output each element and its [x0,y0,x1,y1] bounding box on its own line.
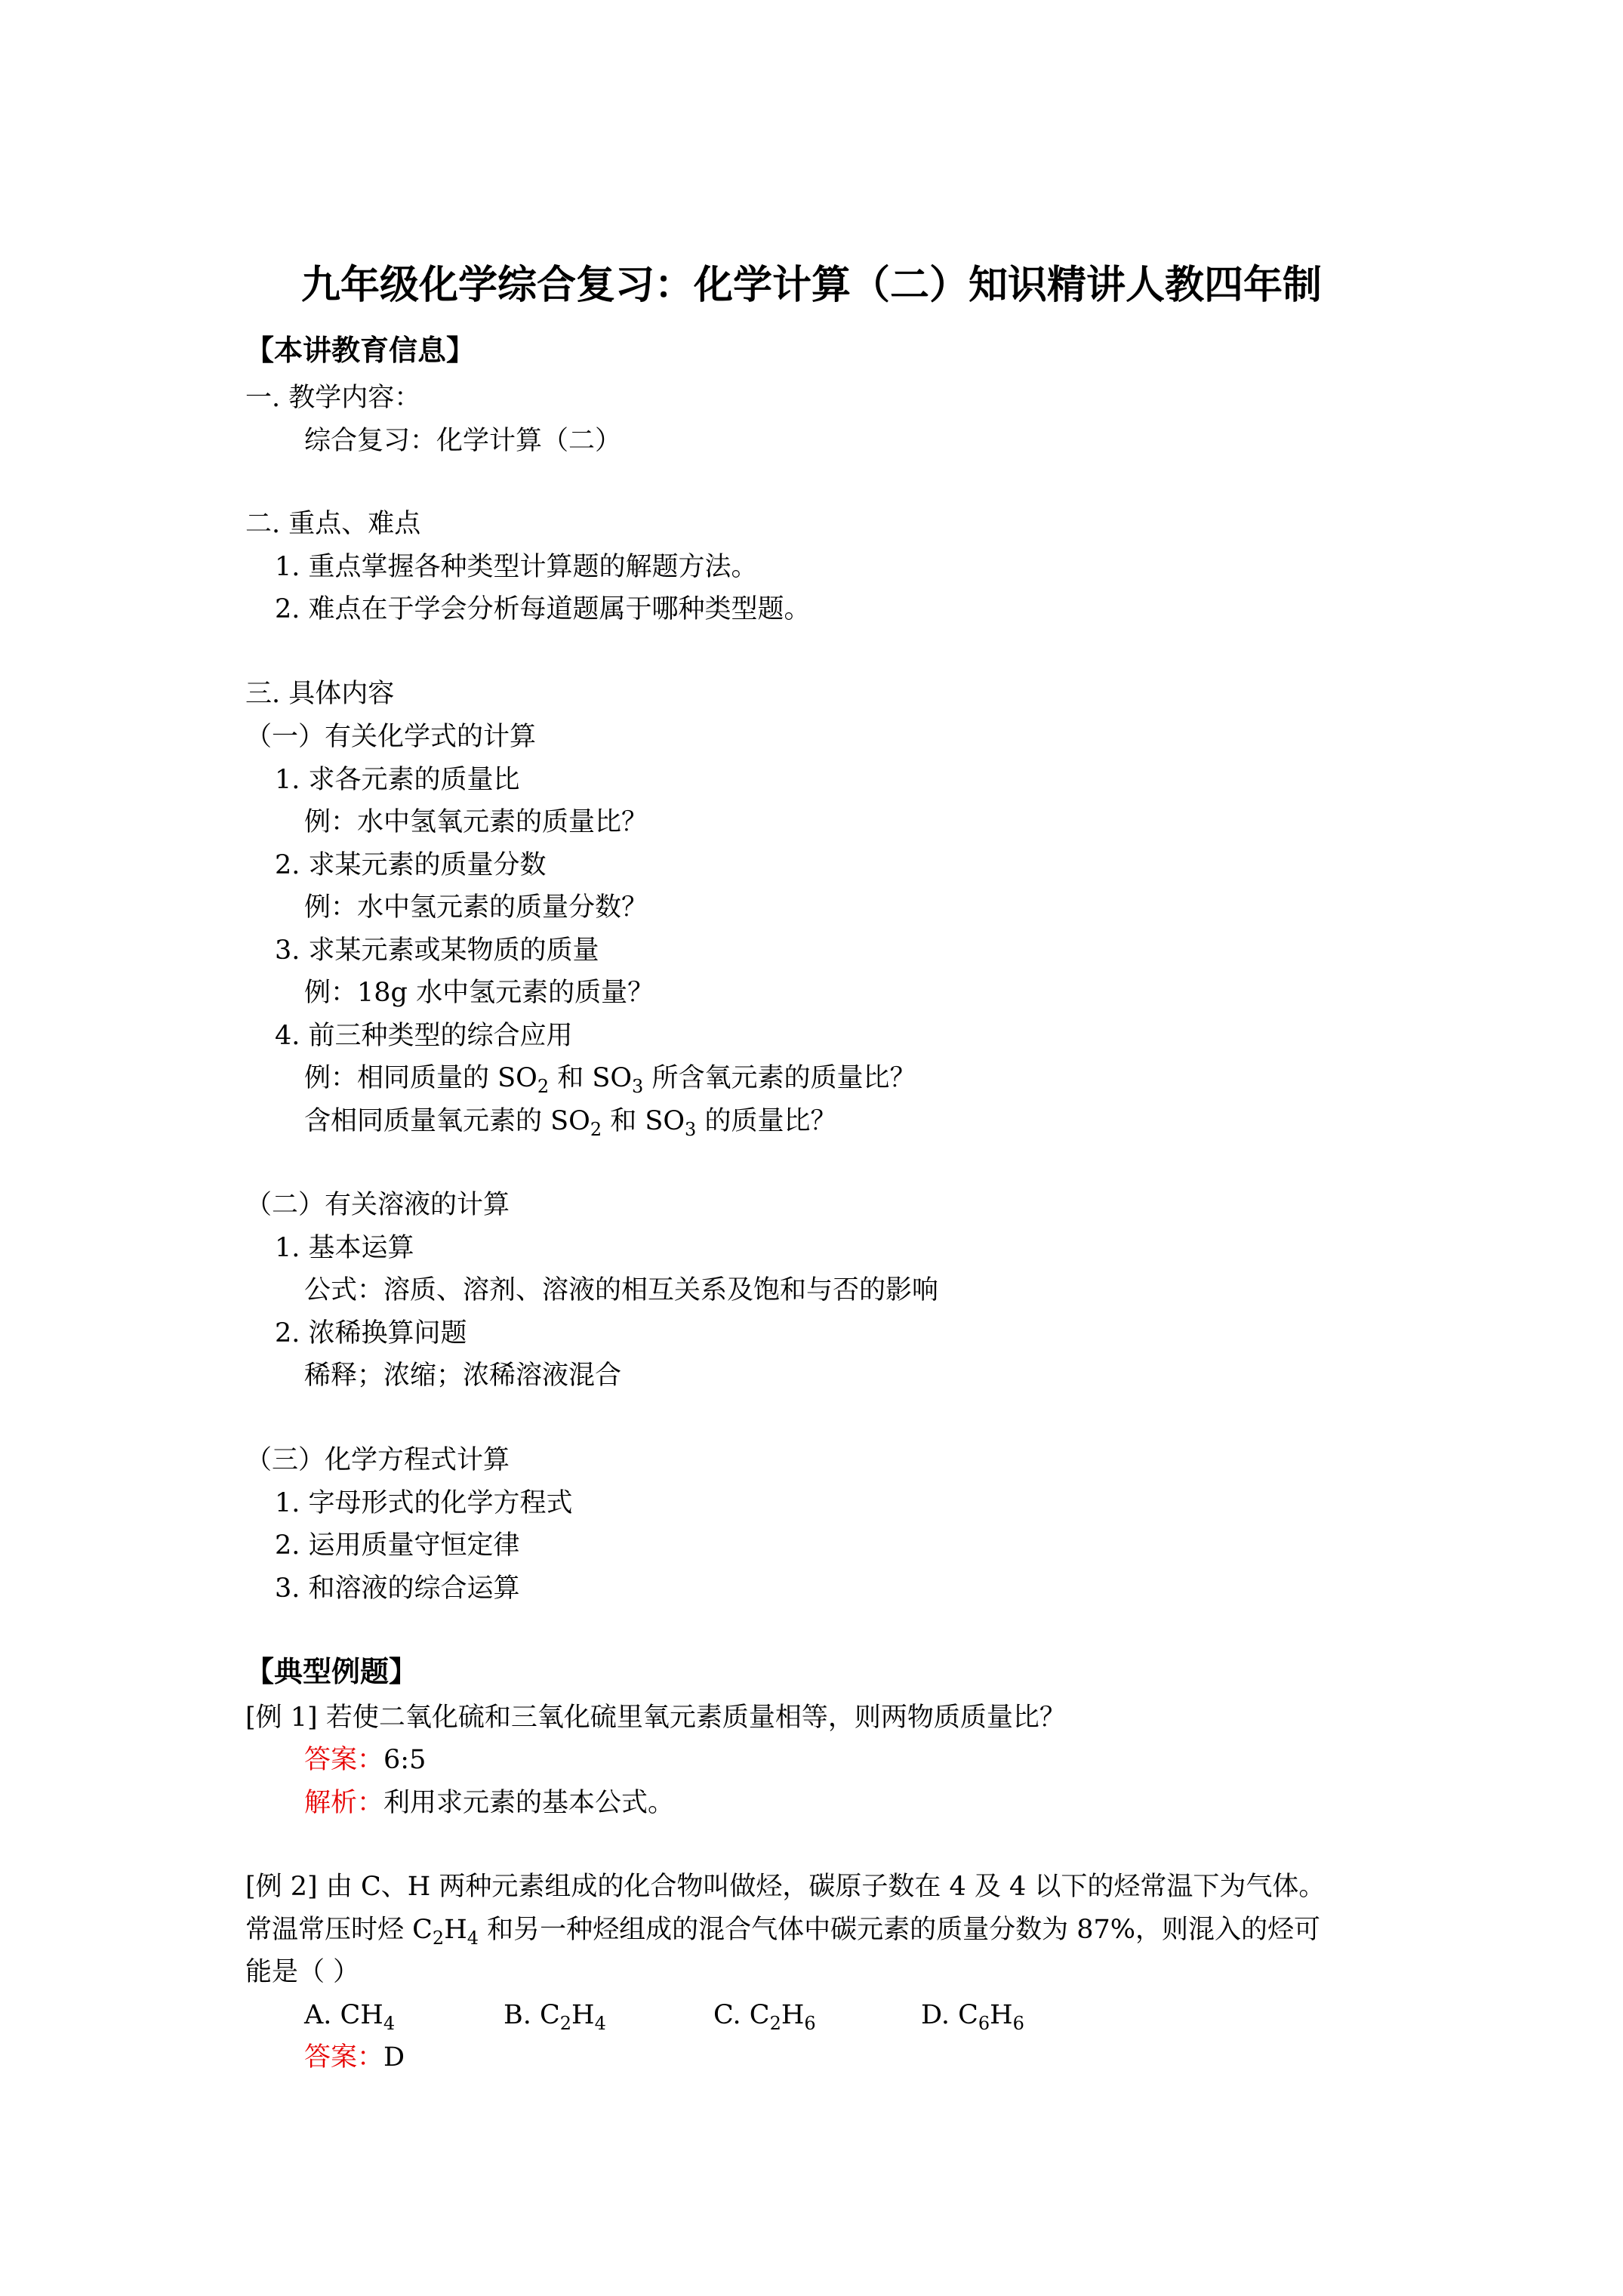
answer-label: 答案： [304,1745,384,1775]
section3-heading: 三. 具体内容 [245,679,395,709]
part1-example: 含相同质量氧元素的 $SO_2$ 和 $SO_3$ 的质量比？ [304,1106,837,1140]
part2-example: 公式：溶质、溶剂、溶液的相互关系及饱和与否的影响 [304,1275,939,1305]
example2-options [0,1997,1623,2033]
part3-item: 1. 字母形式的化学方程式 [275,1488,573,1518]
section2-item: 1. 重点掌握各种类型计算题的解题方法。 [275,552,758,582]
info-header: 【本讲教育信息】 [245,333,476,367]
part1-example: 例：相同质量的 $SO_2$ 和 $SO_3$ 所含氧元素的质量比？ [304,1063,916,1097]
part1-example: 例：水中氢元素的质量分数？ [304,892,648,923]
example2-line: [例 2] 由 C、H 两种元素组成的化合物叫做烃，碳原子数在 4 及 4 以下的烃常温下为气体。 [245,1872,1326,1902]
part1-item: 2. 求某元素的质量分数 [275,850,547,880]
section1-content: 综合复习：化学计算（二） [304,426,622,456]
part2-item: 1. 基本运算 [275,1233,414,1263]
part2-example: 稀释；浓缩；浓稀溶液混合 [304,1361,622,1391]
example2-line: 能是（ ） [245,1957,360,1987]
section2-heading: 二. 重点、难点 [245,509,421,539]
option-a: A. $CH_4$ [304,2000,396,2034]
part3-heading: （三）化学方程式计算 [245,1445,510,1475]
example1-analysis: 解析：利用求元素的基本公式。 [304,1788,675,1818]
example1-answer: 答案：6:5 [304,1745,427,1775]
part1-item: 1. 求各元素的质量比 [275,765,520,795]
part2-item: 2. 浓稀换算问题 [275,1318,467,1348]
section2-item: 2. 难点在于学会分析每道题属于哪种类型题。 [275,594,811,624]
part1-example: 例：18g 水中氢元素的质量？ [304,978,654,1008]
option-c: C. $C_2H_6$ [713,2000,816,2034]
examples-header: 【典型例题】 [245,1654,418,1688]
part3-item: 3. 和溶液的综合运算 [275,1573,520,1604]
part1-item: 3. 求某元素或某物质的质量 [275,935,599,966]
part2-heading: （二）有关溶液的计算 [245,1190,510,1220]
example2-answer: 答案：D [304,2042,405,2073]
page-title: 九年级化学综合复习：化学计算（二）知识精讲人教四年制 [300,262,1322,308]
example2-line: 常温常压时烃 $C_2H_4$ 和另一种烃组成的混合气体中碳元素的质量分数为 87%，则混入的烃可 [245,1915,1321,1949]
analysis-label: 解析： [304,1788,384,1818]
part1-item: 4. 前三种类型的综合应用 [275,1021,573,1051]
part1-heading: （一）有关化学式的计算 [245,722,537,752]
answer-label: 答案： [304,2042,384,2073]
option-b: B. $C_2H_4$ [504,2000,606,2034]
part1-example: 例：水中氢氧元素的质量比？ [304,807,648,837]
section1-heading: 一. 教学内容： [245,383,421,413]
example1-question: [例 1] 若使二氧化硫和三氧化硫里氧元素质量相等，则两物质质量比？ [245,1703,1066,1733]
part3-item: 2. 运用质量守恒定律 [275,1530,520,1561]
option-d: D. $C_6H_6$ [921,2000,1024,2034]
